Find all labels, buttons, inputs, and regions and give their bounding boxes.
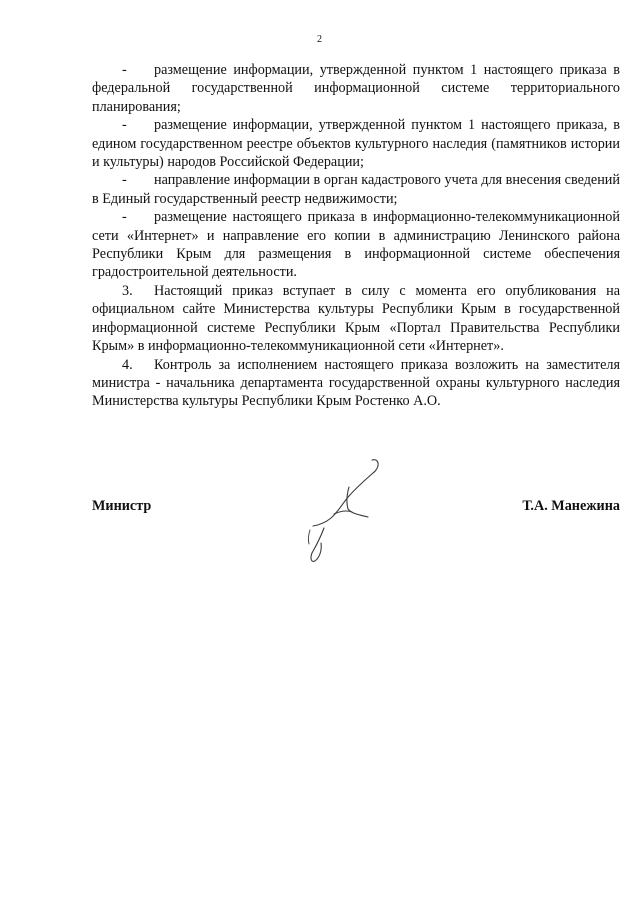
paragraph-marker: - (122, 209, 127, 226)
paragraph-text: направление информации в орган кадастрового учета для внесения сведений в Единый государственный реестр недвижимости; (92, 172, 620, 207)
paragraph-marker: 3. (122, 282, 133, 299)
paragraph-marker: - (122, 117, 127, 134)
page-number: 2 (317, 34, 322, 45)
paragraph-text: размещение информации, утвержденной пунктом 1 настоящего приказа, в едином государственном реестре объектов культурного наследия (памятников истории и культуры) народов Российской Федерации; (92, 117, 620, 171)
paragraph-item-4 (92, 356, 620, 411)
paragraph-marker: 4. (122, 356, 133, 373)
document-body (92, 61, 620, 411)
paragraph-text: Настоящий приказ вступает в силу с момента его опубликования на официальном сайте Министерства культуры Республики Крым в государственной информационной системе Республики Крым «Портал Правительства Республики Крым» в информационно-телекоммуникационной сети «Интернет». (92, 282, 620, 355)
paragraph-text: размещение информации, утвержденной пунктом 1 настоящего приказа в федеральной государственной информационной системе территориального планирования; (92, 62, 620, 115)
handwritten-signature (300, 454, 390, 574)
paragraph-bullet-4 (92, 208, 620, 282)
signer-name: Т.А. Манежина (522, 498, 620, 514)
paragraph-bullet-2 (92, 116, 620, 171)
paragraph-bullet-3 (92, 171, 620, 208)
paragraph-marker: - (122, 62, 127, 78)
paragraph-bullet-1 (92, 61, 620, 116)
signer-title: Министр (92, 498, 152, 514)
paragraph-text: Контроль за исполнением настоящего приказа возложить на заместителя министра - начальника департамента государственной охраны культурного наследия Министерства культуры Республики Крым Ростенко А.О. (92, 356, 620, 410)
paragraph-text: размещение настоящего приказа в информационно-телекоммуникационной сети «Интернет» и направление его копии в администрацию Ленинского района Республики Крым для размещения в информационной системе обеспечения градостроительной деятельности. (92, 209, 620, 281)
paragraph-item-3 (92, 282, 620, 356)
paragraph-marker: - (122, 172, 127, 189)
